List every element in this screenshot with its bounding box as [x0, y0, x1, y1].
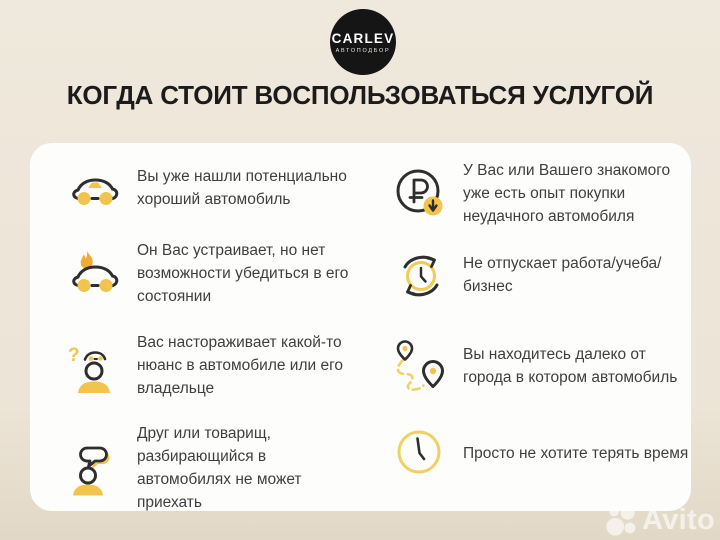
avito-watermark: [606, 503, 715, 537]
avito-logo-icon: [606, 503, 638, 537]
benefit-item: [66, 239, 349, 308]
brand-logo: [330, 9, 396, 75]
car-icon: [66, 159, 124, 217]
item-text: Просто не хотите терять время: [463, 444, 689, 462]
svg-text:?: ?: [68, 344, 80, 366]
clock-icon: [392, 424, 450, 482]
brand-name: CARLEV: [331, 30, 395, 46]
item-text: Он Вас устраивает, но нет возможности убедиться в его состоянии: [137, 242, 349, 305]
benefit-item: [392, 424, 696, 482]
avito-watermark-label: Avito: [642, 503, 715, 536]
person-chat-icon: [66, 439, 124, 497]
item-text: У Вас или Вашего знакомого уже есть опыт покупки неудачного автомобиля: [463, 162, 671, 225]
item-text: Вы уже нашли потенциально хороший автомобиль: [137, 168, 347, 208]
person-question-icon: [66, 337, 124, 395]
route-pins-icon: [392, 337, 450, 395]
brand-tagline: АВТОПОДБОР: [335, 47, 391, 54]
clock-refresh-icon: [392, 246, 450, 304]
benefit-item: [66, 331, 349, 400]
item-text: Вас настораживает какой-то нюанс в автомобиле или его владельце: [137, 334, 344, 397]
ruble-discount-icon: [392, 165, 450, 223]
content-card: [30, 143, 691, 511]
car-fire-icon: [66, 245, 124, 303]
benefit-item: [392, 246, 696, 304]
page-title: КОГДА СТОИТ ВОСПОЛЬЗОВАТЬСЯ УСЛУГОЙ: [66, 80, 654, 110]
benefit-item: [66, 159, 349, 217]
benefit-item: [392, 337, 696, 395]
item-text: Друг или товарищ, разбирающийся в автомобилях не может приехать: [137, 425, 302, 511]
item-text: Вы находитесь далеко от города в котором автомобиль: [463, 346, 678, 386]
item-text: Не отпускает работа/учеба/бизнес: [463, 255, 662, 295]
benefit-item: [66, 422, 349, 514]
benefit-item: [392, 159, 696, 228]
